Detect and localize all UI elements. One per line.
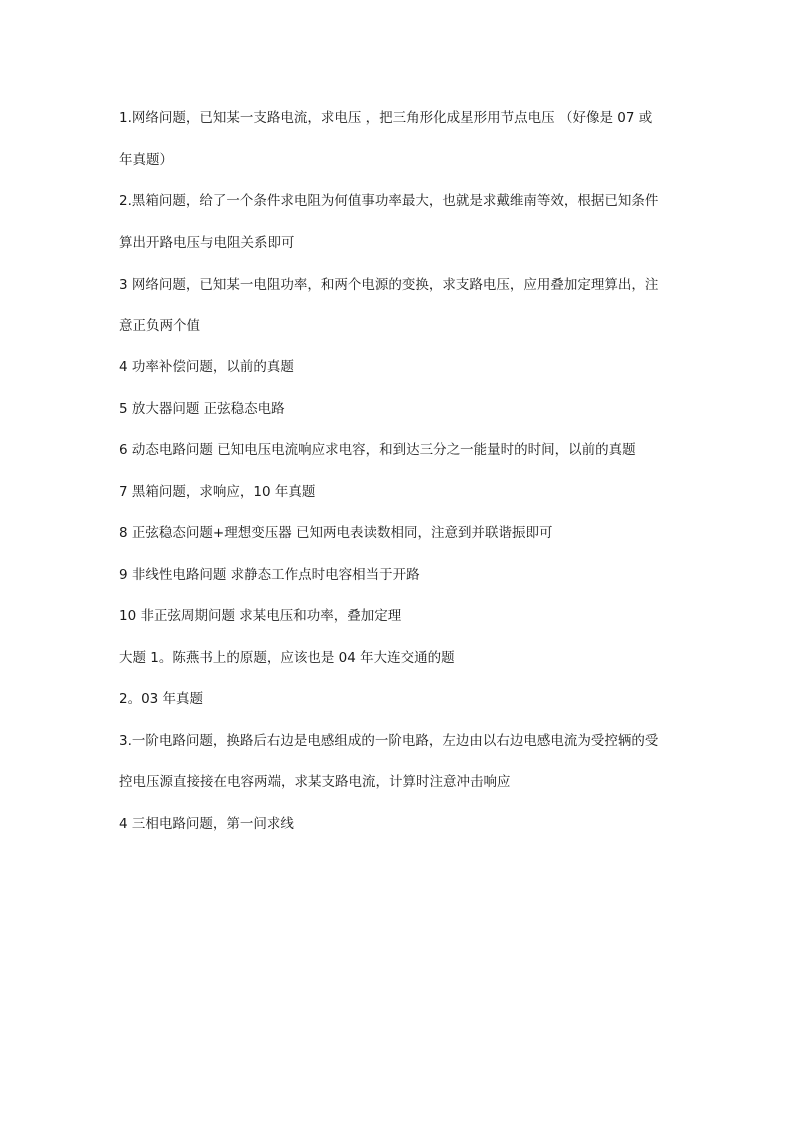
text-line: 8 正弦稳态问题+理想变压器 已知两电表读数相同，注意到并联谐振即可: [119, 525, 553, 541]
text-line: 5 放大器问题 正弦稳态电路: [119, 401, 285, 417]
text-line: 控电压源直接接在电容两端，求某支路电流，计算时注意冲击响应: [119, 774, 511, 790]
text-line: 4 三相电路问题，第一问求线: [119, 816, 294, 832]
text-line: 2。03 年真题: [119, 691, 204, 707]
text-line: 6 动态电路问题 已知电压电流响应求电容，和到达三分之一能量时的时间，以前的真题: [119, 442, 636, 458]
text-line: 1.网络问题，已知某一支路电流，求电压 ，把三角形化成星形用节点电压 （好像是 07 或: [119, 110, 653, 126]
text-line: 3.一阶电路问题，换路后右边是电感组成的一阶电路，左边由以右边电感电流为受控辆的受: [119, 733, 659, 749]
text-line: 大题 1。陈燕书上的原题，应该也是 04 年大连交通的题: [119, 650, 455, 666]
text-line: 算出开路电压与电阻关系即可: [119, 235, 295, 251]
text-line: 2.黑箱问题，给了一个条件求电阻为何值事功率最大，也就是求戴维南等效，根据已知条件: [119, 193, 659, 209]
text-line: 10 非正弦周期问题 求某电压和功率，叠加定理: [119, 608, 402, 624]
text-line: 4 功率补偿问题，以前的真题: [119, 359, 294, 375]
text-line: 3 网络问题，已知某一电阻功率，和两个电源的变换，求支路电压，应用叠加定理算出，注: [119, 277, 659, 293]
text-line: 意正负两个值: [119, 318, 200, 334]
text-line: 7 黑箱问题，求响应，10 年真题: [119, 484, 316, 500]
text-line: 9 非线性电路问题 求静态工作点时电容相当于开路: [119, 567, 420, 583]
text-line: 年真题）: [119, 152, 173, 168]
